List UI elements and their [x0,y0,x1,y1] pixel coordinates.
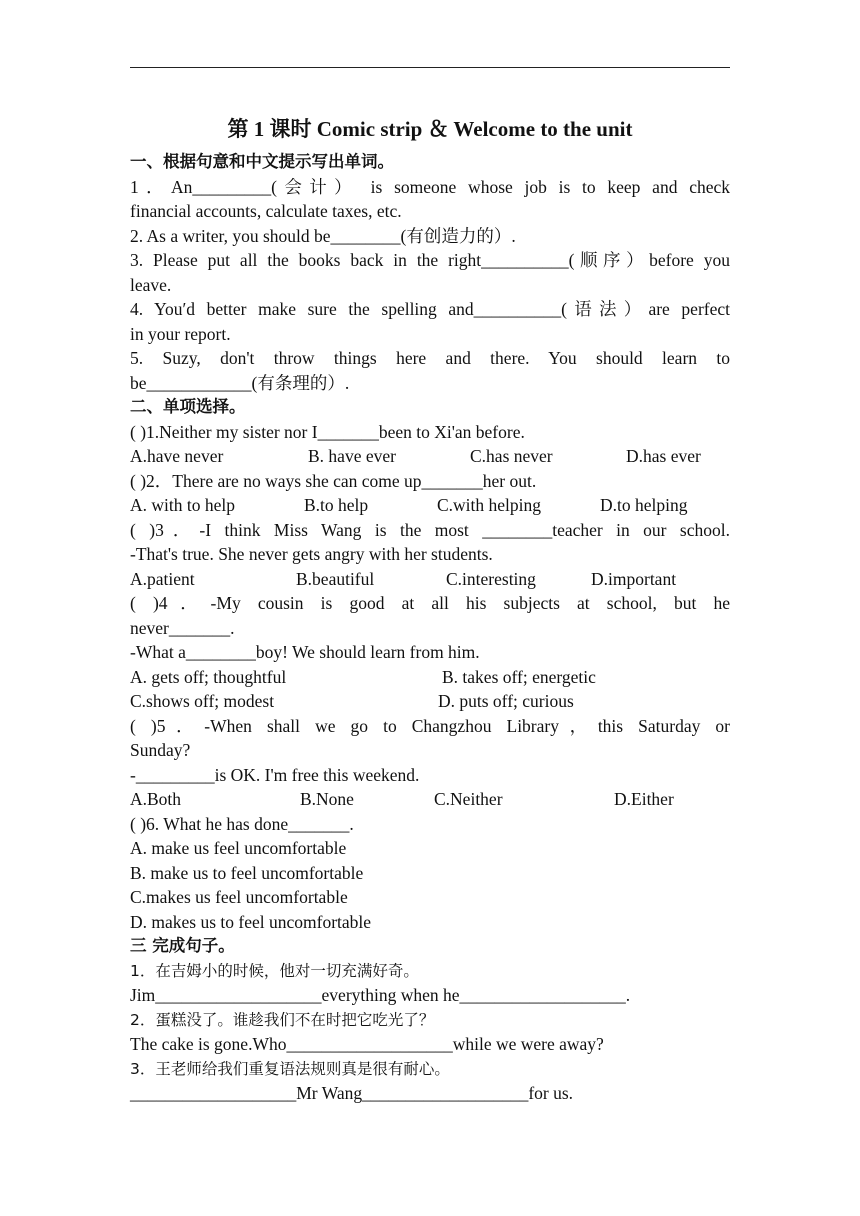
q4-option-c: C.shows off; modest [130,691,275,711]
q5-options [130,787,730,812]
page-title: 第 1 课时 Comic strip ＆ Welcome to the unit [227,117,633,141]
s1-line-7: in your report. [130,323,231,344]
q4-options-row-1 [130,665,730,690]
q4-stem: ( )4．-My cousin is good at all his subjects at school, but he [130,593,730,613]
q6-stem: ( )6. What he has done_______. [130,813,354,834]
s3-answer-2: The cake is gone.Who___________________while we were away? [130,1034,604,1054]
q4-option-a: A. gets off; thoughtful [130,666,287,687]
q4-dialog: -What a________boy! We should learn from him. [130,642,480,662]
s3-answer-1: Jim___________________everything when he___________________. [130,985,631,1005]
q1-options [130,444,730,469]
q6-option-b: B. make us to feel uncomfortable [130,862,364,883]
q1-option-c: C.has never [470,446,553,466]
worksheet-body [130,150,730,1106]
q3-option-c: C.interesting [446,568,536,589]
s1-line-6: 4. You′d better make sure the spelling and__________(语法）are perfect [130,299,730,319]
s3-prompt-3: 3．王老师给我们重复语法规则真是很有耐心。 [130,1059,450,1078]
q1-stem: ( )1.Neither my sister nor I_______been to Xi'an before. [130,421,525,442]
q6-option-d: D. makes us to feel uncomfortable [130,911,372,932]
s1-line-8: 5. Suzy, don't throw things here and there. You should learn to [130,348,730,368]
header-rule [130,67,730,68]
q4-options-row-2 [130,689,730,714]
q5-dialog: -_________is OK. I'm free this weekend. [130,764,420,785]
q3-option-b: B.beautiful [296,568,375,589]
q5-option-d: D.Either [614,789,674,809]
q3-stem: ( )3．-I think Miss Wang is the most ________teacher in our school. [130,519,730,540]
q3-dialog: -That's true. She never gets angry with her students. [130,544,493,564]
s1-line-4: 3. Please put all the books back in the right__________(顺序）before you [130,250,730,270]
q4-stem-cont: never_______. [130,617,235,638]
section-2-heading: 二、单项选择。 [130,397,246,416]
s1-line-2: financial accounts, calculate taxes, etc. [130,201,402,221]
s1-line-9: be____________(有条理的）. [130,372,350,393]
q2-option-b: B.to help [304,495,369,515]
s3-answer-3: ___________________Mr Wang___________________for us. [130,1083,574,1103]
section-3-heading: 三 完成句子。 [130,936,235,955]
q3-option-a: A.patient [130,568,195,589]
q2-stem: ( )2．There are no ways she can come up_______her out. [130,470,537,491]
q2-options [130,493,730,518]
q4-option-b: B. takes off; energetic [442,666,596,687]
q5-stem: ( )5．-When shall we go to Changzhou Library，this Saturday or [130,715,730,736]
q2-option-a: A. with to help [130,495,235,515]
q1-option-b: B. have ever [308,446,396,466]
q6-option-c: C.makes us feel uncomfortable [130,887,348,907]
q5-option-c: C.Neither [434,789,503,809]
q2-option-c: C.with helping [437,495,542,515]
q1-option-d: D.has ever [626,446,701,466]
q5-stem-cont: Sunday? [130,740,191,760]
section-1-heading: 一、根据句意和中文提示写出单词。 [130,152,394,171]
q1-option-a: A.have never [130,446,224,466]
q4-option-d: D. puts off; curious [438,691,574,711]
q3-options [130,567,730,592]
q3-option-d: D.important [591,568,677,589]
q2-option-d: D.to helping [600,495,688,515]
s3-prompt-1: 1．在吉姆小的时候，他对一切充满好奇。 [130,961,419,980]
s3-prompt-2: 2．蛋糕没了。谁趁我们不在时把它吃光了？ [130,1010,435,1029]
s1-line-3: 2. As a writer, you should be________(有创造力的）. [130,225,516,246]
s1-line-5: leave. [130,274,172,295]
q6-option-a: A. make us feel uncomfortable [130,838,347,858]
q5-option-b: B.None [300,789,354,809]
s1-line-1: 1．An_________(会计） is someone whose job is to keep and check [130,176,730,197]
q5-option-a: A.Both [130,789,182,809]
